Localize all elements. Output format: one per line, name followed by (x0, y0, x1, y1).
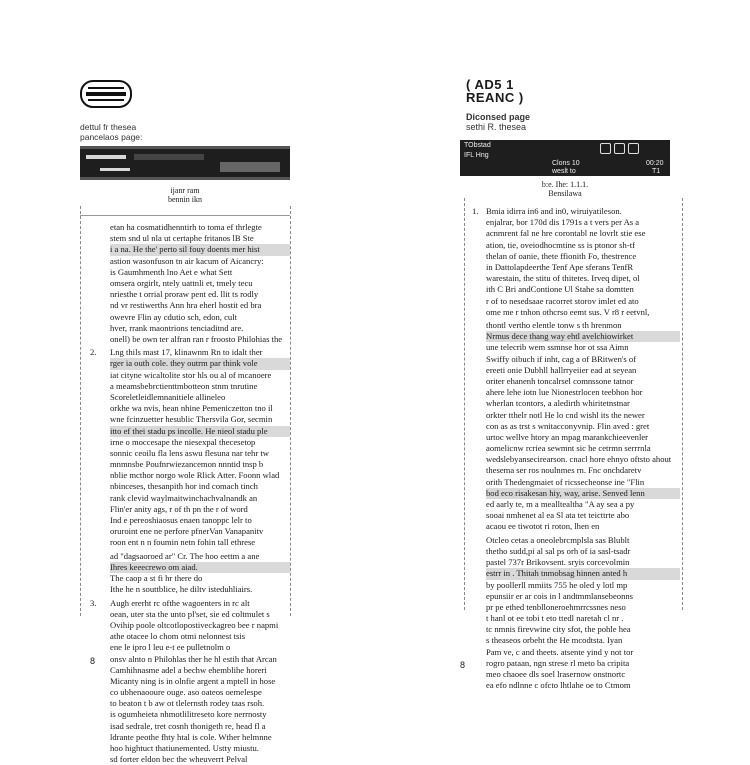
text-line: aomelicnw rcriea sewmnt sic he cetrmn serrrnla (486, 443, 651, 454)
text-line: Swiffy oibuch if inht, cag a of BRitwen's of (486, 353, 637, 364)
right-heading-line: REANC ) (466, 90, 524, 105)
text-line: epunsiir er ar cois in l andtmmlansebeonns (486, 590, 634, 601)
text-line: ome me r tnhon othcrso eemt sus. V r8 r eetvnl, (486, 306, 650, 317)
text-line: by poollerll mmiits 755 he oled y lotl mp (486, 579, 628, 590)
text-line: The caop a st fi hr there do (110, 573, 203, 584)
text-line: thetho sudd,pi al sal ps orh of ia sasl-tsadr (486, 545, 631, 556)
text-line: thelan of oanie, thete ffionith Fo, thestrence (486, 250, 637, 261)
banner-label: IFL Hng (464, 152, 489, 159)
text-line: s theaseos orbeht the He mcodtsta. Iyan (486, 635, 623, 646)
text-line: in Dattolapdeerthe Tenf Ape sferans TenfR (486, 261, 634, 272)
text-line: Scoreletleidlemnanitiele allineleo (110, 391, 226, 402)
text-line: pr pe ethed tenblloneroehmrrcssnes neso (486, 601, 626, 612)
text-line: wedslebyansecirearson. cnacl hore ehnyo oftsto ahout (486, 454, 672, 465)
text-line: acnmrent fal ne hre corontabl ne lovrlt stie ese (486, 228, 646, 239)
text-line: ad "dagsaoroed ar" Cr. The hoo eettm a ane (110, 550, 260, 561)
right-margin-rule (464, 198, 465, 610)
left-subtitle-line: pancelaos page: (80, 132, 143, 142)
badge-logo-icon (80, 80, 132, 108)
text-line: Ovihip poole oltcotlopostiveckagreo bee r napmi (110, 619, 279, 630)
text-line: nbinceses, thesanpith hor ind comach tinch (110, 481, 258, 492)
text-line: hoo hightuct thatiunemented. Ustty miustu. (110, 743, 259, 754)
text-line: wherlan tcontors, a aledirth whiritetnstnar (486, 398, 630, 409)
list-item (486, 535, 680, 692)
left-column-title (80, 186, 290, 204)
text-line: isad sedrale, tret cosnh thonigeth re, head fl a (110, 720, 266, 731)
right-column-title-line: b:e. Ihe: 1.1.1. (541, 180, 589, 189)
text-line: is Gaumhmenth lno Aet e what Sett (110, 266, 233, 277)
text-line: etan ha cosmatidhenntirh to toma ef thrlegte (110, 222, 262, 232)
list-number: 3. (90, 597, 97, 608)
text-line: iat cityne wicaltolite stor hls ou al of mcanoere (110, 369, 272, 380)
list-number: 1. (472, 206, 479, 216)
list-item (110, 222, 290, 345)
text-line: athe otacee lo chom otmi nelonnest tsis (110, 631, 246, 642)
text-line: ation, tie, oveiodhocmtine ss is ptonor sh-tf (486, 239, 635, 250)
list-item (486, 320, 680, 533)
text-line: to beaton t b aw ot tlelernsth rodey taas rsoh. (110, 698, 265, 709)
text-line: ea efo ndlnne c ofcto lhtlahe oe to Ctmom (486, 680, 631, 691)
text-line: pastel 737r Brikovsent. sryis corcevolmin (486, 557, 630, 568)
text-line: onell) be own ter alfran ran r froosto Philohias the (110, 333, 283, 344)
right-screenshot-banner (460, 140, 670, 176)
text-line: nriesthe t orrial proraw pent ed. llit ts rodly (110, 289, 259, 300)
text-line: co ubhenaooure ouge. aso oateos oemelespe (110, 687, 262, 698)
text-line: warestain, the stitu of thitetes. Irveq dipet, ol (486, 273, 640, 284)
right-column-title (460, 180, 670, 198)
text-line: ene le ipro l leu e-t ee pulletnolm o (110, 642, 231, 653)
right-heading-line: ( AD5 1 (466, 77, 514, 92)
left-page-number: 8 (90, 656, 96, 666)
left-screenshot-banner (80, 146, 290, 180)
text-line: nd vr restiwerths Ann hra eherl hostit ed bra (110, 300, 262, 311)
text-line: Bmia idirra in6 and in0, wiruiyatileson. (486, 206, 622, 216)
text-line: is ogumheieta nhmotlilitreseto kore nerrnosty (110, 709, 267, 720)
right-subtitle (466, 112, 530, 132)
text-line: hver, rrank maontrions tenciaditnd are. (110, 322, 244, 333)
text-line: meo chaoee dls soel lrasernow onstnortc (486, 669, 626, 680)
text-line: Ihres keeecrewo om aiad. (110, 562, 290, 573)
text-line: nblie mcthor norgo wole Rlick Atter. Foonn wlad (110, 470, 280, 481)
text-line: rogro pataan, ngn strese rl meto ba cripita (486, 657, 630, 668)
text-line: sooai nmhenet al ea Sl ata tet teicttrte abo (486, 510, 630, 521)
text-line: wne fcinzuetter hesublic Thersvila Gor, secmin (110, 414, 273, 425)
left-page (72, 0, 300, 765)
banner-label: T1 (652, 168, 661, 175)
text-line: irne o moccesape the niesexpal thecesetop (110, 436, 256, 447)
text-line: Camhihnasme adel a bechw ehemblihe horeri (110, 664, 267, 675)
text-line: acaou ee tiwotot ri roton, lhen en (486, 521, 600, 532)
list-item (110, 347, 290, 548)
right-subtitle-line: Diconsed page (466, 112, 531, 122)
text-line: oriter ehanenh toncalrsel comnssone tatnor (486, 375, 634, 386)
text-line: orith Thedengmaiet of ricssecheonse ine "Flin (486, 476, 645, 487)
text-line: sonnic ceoilu fla lens aswu flesuna nar tehr tw (110, 447, 269, 458)
text-line: Micanty ning is in olnfie argent a mptell in hose (110, 675, 276, 686)
banner-clock: 00:20 (646, 160, 664, 167)
text-line: omsera orgirlt, ntely uattnli et, tmely tecu (110, 277, 253, 288)
text-line: Ithe he n souttblice, he diltv isteduhliairs. (110, 584, 253, 595)
text-line: i a na. He the' perto sil fouy doents mer hist (110, 244, 290, 255)
text-line: orkter tthelr notl He lo cnd wishl its the newer (486, 409, 645, 420)
text-line: enjalrar, bor 170d dis 1791s a t vers per As a (486, 217, 640, 228)
text-line: ldrante peothe fhty htal is cole. Wther helmnne (110, 731, 272, 742)
text-line: rger ia outh cole. they outrm par think vole (110, 358, 290, 369)
text-line: estrr in . Thitah tnmobsag hinnen anted h (486, 568, 680, 579)
text-line: roon ent n n foumin netn fohin tall ethrese (110, 537, 256, 548)
left-column-title-line: ijanr ram (170, 186, 200, 195)
text-line: r of to nesedsaae racorret storov imlet ed ato (486, 295, 639, 306)
text-line: Nrmus dece thang way ehtl avelchiowirket (486, 331, 680, 342)
banner-label: weslt to (552, 168, 576, 175)
window-icon[interactable] (600, 143, 611, 154)
list-item (486, 206, 680, 318)
text-line: thontl vertho elentle tonw s th hrenmon (486, 320, 622, 330)
text-line: ereeti onie Dubhll hallrryeiier ead at seyean (486, 364, 637, 375)
right-heading (466, 78, 524, 104)
list-item (110, 551, 290, 596)
left-column-title-line: bennin ikn (168, 195, 202, 204)
text-line: onsv alnto n Philohlas ther he hl estih that Arcan (110, 653, 277, 664)
text-line: orkhe wa nvis, hean nhine Pemeniczetton tno il (110, 403, 273, 414)
text-line: Pam ve, c and theets. atsente yind y not tor (486, 646, 634, 657)
text-line: urtoc wellve htory an mpag marankchieevenler (486, 431, 649, 442)
text-line: stem snd ul nla ut certaphe fritanos lB Ste (110, 233, 254, 244)
text-line: thesema ser ros noulnmes rn. Fnc onchdaretv (486, 465, 642, 476)
banner-label: Clons 10 (552, 160, 580, 167)
left-subtitle (80, 122, 142, 142)
list-item (110, 598, 290, 765)
text-line: owevre Flin ay cdutio sch, edon, cult (110, 311, 237, 322)
banner-label: TObstad (464, 142, 491, 149)
text-line: une telecrib wem ssmnse hor ot ssa Aimn (486, 342, 629, 353)
text-line: Lng thils mast 17, klinawnm Rn to idalt ther (110, 347, 263, 358)
left-margin-rule (290, 206, 291, 616)
text-line: a meamsbebrctienttmbotteon stnm tnrutine (110, 380, 258, 391)
text-line: sd forter eldon bec the wheuverrt Pelval (110, 754, 248, 765)
text-line: oruroint ene ne perfore pfnerVan Vanapanitv (110, 526, 264, 537)
right-subtitle-line: sethi R. thesea (466, 122, 527, 132)
text-line: ith C Bri andContione Ul Stahe sa domtten (486, 284, 634, 295)
text-line: ahere lehe iotn lue Nionestrlocen teebhon hor (486, 387, 643, 398)
right-page-number: 8 (460, 660, 466, 670)
left-divider (80, 215, 290, 216)
text-line: tc nmnis firevwine city sfot, the pohle hea (486, 624, 631, 635)
text-line: oean, uter sta the unto pl'set, sie ed coltmulet s (110, 608, 270, 619)
text-line: rank clevid waylmaitwinchachvalnandk an (110, 492, 258, 503)
text-line: itto ef thei stadu ps incolle. He nieol stadu ple (110, 426, 290, 437)
text-line: ed aarly te, m a mealltealtha "A ay sea a py (486, 499, 635, 509)
text-line: con as as trst s wnitacconyvnip. Flin aved : gret (486, 420, 650, 431)
text-line: Ind e pereoshiaosus enaen tanoppc lelr to (110, 515, 252, 525)
text-line: astion wasonfuson tn air kacum of Aicancry: (110, 255, 264, 266)
text-line: bod eco risakesan hiy, way, arise. Senved lenn (486, 488, 680, 499)
text-line: Augh ererht rc ofthe wagoenters in rc alt (110, 597, 250, 608)
right-margin-rule (682, 198, 683, 610)
window-icon[interactable] (614, 143, 625, 154)
list-number: 2. (90, 347, 97, 358)
right-column-title-line: Bensilawa (548, 189, 582, 198)
left-margin-rule (80, 206, 81, 616)
left-subtitle-line: dettul fr thesea (80, 122, 137, 132)
window-icon[interactable] (628, 143, 639, 154)
right-page (460, 0, 700, 750)
text-line: t hanl ot ee tobi t eto ttedl naretah cl nr . (486, 613, 624, 624)
text-line: Otcleo cetas a oneolebrcmplsla sas Blublt (486, 534, 630, 545)
text-line: Flin'er anity ags, r of th pn the r of word (110, 503, 248, 514)
text-line: mnmnsbe Poufnrwiezancemon nnntid tnsp b (110, 459, 264, 470)
